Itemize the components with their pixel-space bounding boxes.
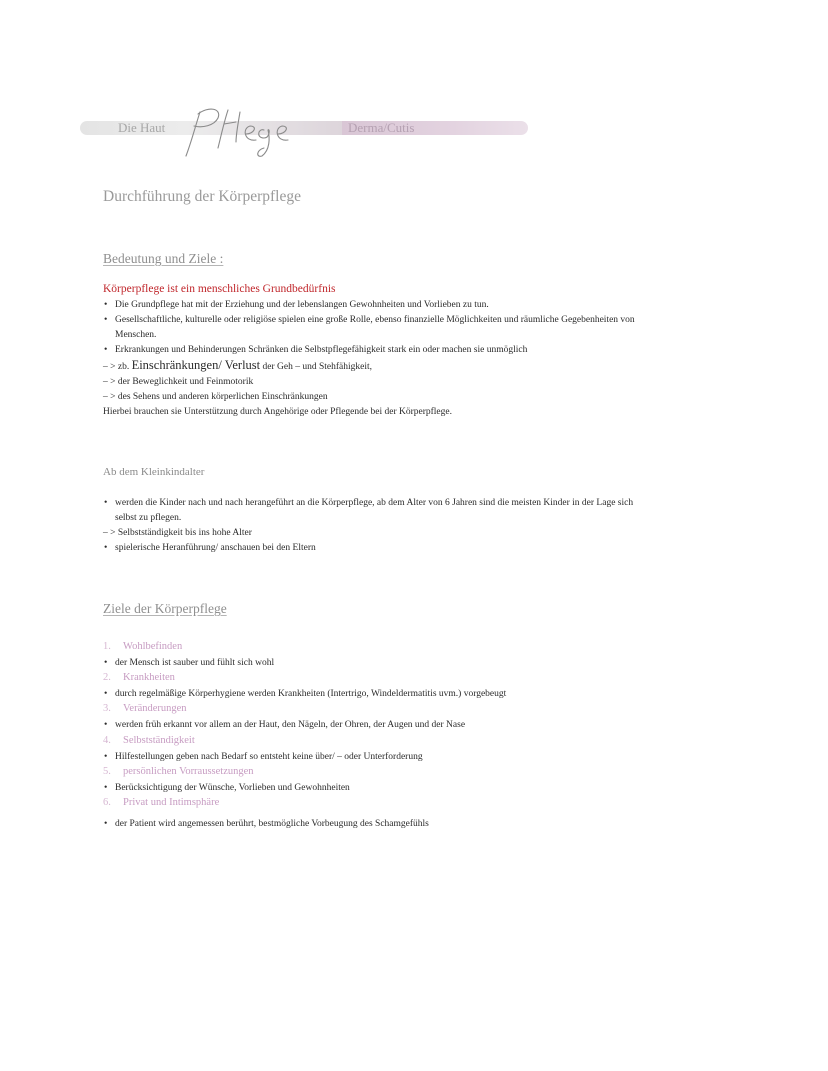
- arrow-line-3: – > des Sehens und anderen körperlichen Einschränkungen: [103, 392, 328, 402]
- section-heading-ziele: Ziele der Körperpflege: [103, 601, 227, 616]
- closing-text: Hierbei brauchen sie Unterstützung durch Angehörige oder Pflegende bei der Körperpflege.: [103, 407, 452, 417]
- list-item-continuation: selbst zu pflegen.: [115, 513, 182, 523]
- list-item-continuation: Menschen.: [115, 330, 157, 340]
- banner-left-label: Die Haut: [118, 120, 166, 135]
- document-page: Die Haut Derma/Cutis Durchführung der Körperpflege Bedeutung und Ziele : Körperpflege ist ein menschliches Grundbedürfnis • Die Grundpflege hat mit der Erziehung und der lebenslangen Gewohnheiten und Vorlieben zu tun. • Gesellschaftliche, kulturelle oder religiöse spielen eine große Rolle, ebenso finanzielle Möglichkeiten und räumliche Gegebenheiten von Menschen. • Erkrankungen und Behinderungen Schränken die Selbstpflegefähigkeit stark ein oder machen sie unmöglich – > zb. Einschränkungen/ Verlust der Geh – und Stehfähigkeit, – > der Beweglichkeit und Feinmotorik – > des Sehens und anderen körperlichen Einschränkungen Hierbei brauchen sie Unterstützung durch Angehörige oder Pflegende bei der Körperpflege. Ab dem Kleinkindalter • werden die Kinder nach und nach herangeführt an die Körperpflege, ab dem Alter von 6 Jahren sind die meisten Kinder in der Lage sich selbst zu pflegen. – > Selbstständigkeit bis ins hohe Alter • spielerische Heranführung/ anschauen bei den Eltern Ziele der Körperpflege 1. Wohlbefinden • der Mensch ist sauber und fühlt sich wohl 2. Krankheiten • durch regelmäßige Körperhygiene werden Krankheiten (Intertrigo, Windeldermatitis uvm.) vorgebeugt 3. Veränderungen • werden früh erkannt vor allem an der Haut, den Nägeln, der Ohren, der Augen und der Nase 4. Selbstständigkeit • Hilfestellungen geben nach Bedarf so entsteht keine über/ – oder Unterforderung 5. persönlichen Vorraussetzungen • Berücksichtigung der Wünsche, Vorlieben und Gewohnheiten 6. Privat und Intimsphäre • der Patient wird angemessen berührt, bestmögliche Vorbeugung des Schamgefühls: [0, 0, 828, 1071]
- banner-right-label: Derma/Cutis: [348, 120, 415, 135]
- goal-title: 1. Wohlbefinden: [103, 641, 183, 652]
- section-heading-kleinkindalter: Ab dem Kleinkindalter: [103, 466, 205, 478]
- page-title: Durchführung der Körperpflege: [103, 188, 301, 205]
- goal-title: 4. Selbstständigkeit: [103, 735, 195, 746]
- goal-title: 3. Veränderungen: [103, 703, 187, 714]
- section-heading-bedeutung: Bedeutung und Ziele :: [103, 251, 224, 266]
- arrow-line-1: – > zb. Einschränkungen/ Verlust der Geh – und Stehfähigkeit,: [103, 358, 373, 372]
- script-pflege-logo: [178, 104, 308, 166]
- goal-title: 6. Privat und Intimsphäre: [103, 797, 220, 808]
- section-subheading-grundbeduerfnis: Körperpflege ist ein menschliches Grundbedürfnis: [103, 283, 336, 295]
- goal-title: 5. persönlichen Vorraussetzungen: [103, 766, 254, 777]
- arrow-line: – > Selbstständigkeit bis ins hohe Alter: [103, 528, 252, 538]
- goal-title: 2. Krankheiten: [103, 672, 175, 683]
- arrow-line-2: – > der Beweglichkeit und Feinmotorik: [103, 377, 254, 387]
